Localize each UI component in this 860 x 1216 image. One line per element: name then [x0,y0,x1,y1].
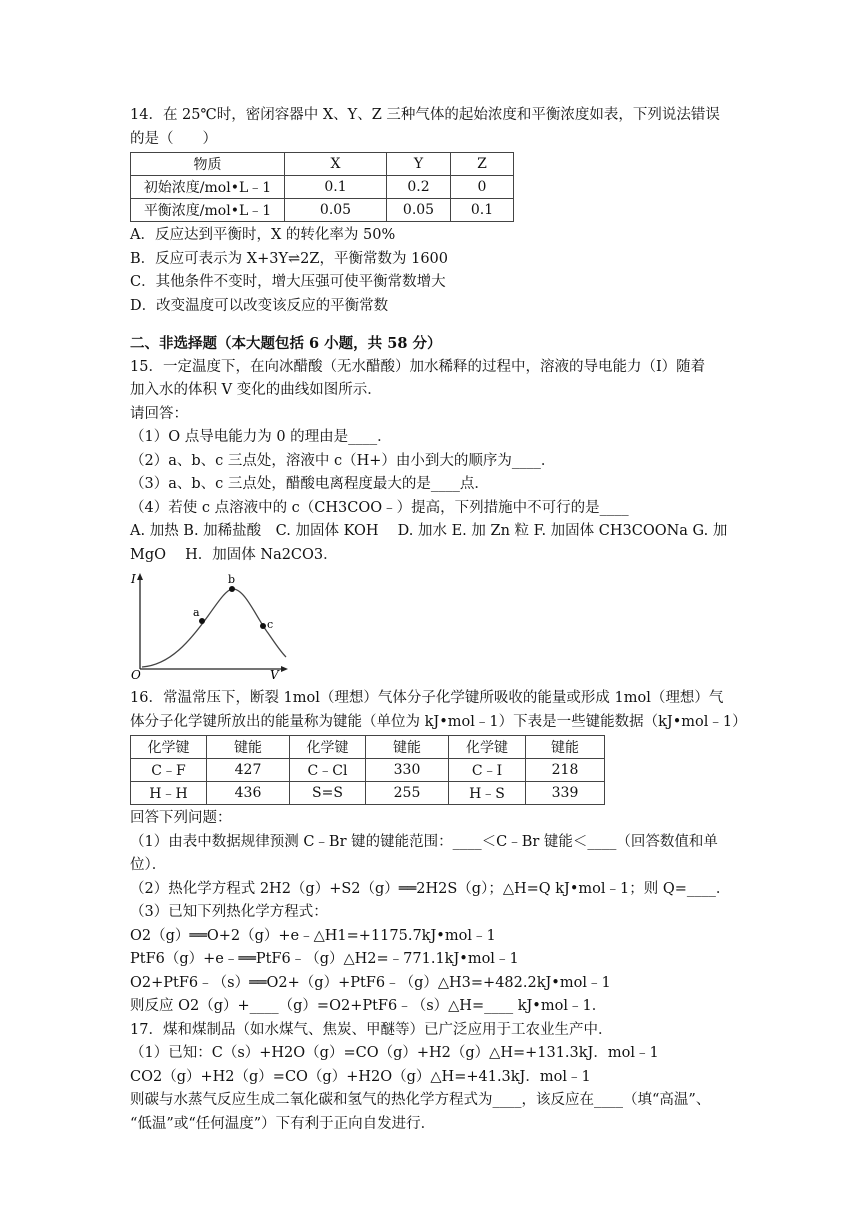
section-2-title: 二、非选择题（本大题包括 6 小题，共 58 分） [130,335,442,352]
table-row [131,782,605,805]
table-cell: 键能 [207,736,290,759]
conductivity-graph [130,571,740,683]
origin-label: O [131,668,141,679]
x-axis-label: V [270,668,279,679]
y-axis-label: I [131,572,136,586]
table-cell: 0.05 [387,199,451,222]
q15-line: 请回答： [130,405,188,422]
table-cell: 平衡浓度/mol•L﹣1 [131,199,285,222]
table-cell: 键能 [526,736,605,759]
table-cell: 218 [526,759,605,782]
table-row [131,759,605,782]
question-14 [130,104,740,318]
table-cell: 物质 [131,153,285,176]
bond-energy-table [130,735,605,805]
question-17 [130,1019,740,1137]
point-c-label: c [267,618,274,631]
q15-line: （1）O 点导电能力为 0 的理由是____． [130,429,392,445]
table-cell: 化学键 [290,736,366,759]
table-cell: H﹣H [131,782,207,805]
q17-line: 17．煤和煤制品（如水煤气、焦炭、甲醚等）已广泛应用于工农业生产中． [130,1021,613,1038]
point-c [260,623,266,629]
table-cell: 436 [207,782,290,805]
table-cell: C﹣Cl [290,759,366,782]
table-cell: C﹣F [131,759,207,782]
table-row [131,176,514,199]
x-axis-arrow-icon [281,666,288,672]
point-b [229,586,235,592]
question-16 [130,687,747,1019]
q17-line: “低温”或“任何温度”）下有利于正向自发进行． [130,1115,436,1132]
point-a [199,618,205,624]
q14-stem-line-1: 14．在 25℃时，密闭容器中 X、Y、Z 三种气体的起始浓度和平衡浓度如表，下列说法错误 [130,107,720,123]
q14-option-d: D．改变温度可以改变该反应的平衡常数 [130,297,389,314]
table-cell: 0.05 [285,199,387,222]
table-cell: 化学键 [449,736,526,759]
q16-line: （1）由表中数据规律预测 C﹣Br 键的键能范围：____＜C﹣Br 键能＜____（回答数值和单 [130,833,718,850]
q15-line: 加入水的体积 V 变化的曲线如图所示． [130,382,382,398]
q15-line: （3）a、b、c 三点处，醋酸电离程度最大的是____点． [130,476,489,492]
q16-line: PtF6（g）+e﹣══PtF6﹣（g）△H2=﹣771.1kJ•mol﹣1 [130,951,519,967]
q16-line: 回答下列问题： [130,810,232,826]
table-cell: 键能 [366,736,449,759]
table-cell: 427 [207,759,290,782]
q16-line: （2）热化学方程式 2H2（g）+S2（g）══2H2S（g）；△H=Q kJ•mol﹣1；则 Q=____． [130,880,731,897]
q16-line: O2+PtF6﹣（s）══O2+（g）+PtF6﹣（g）△H3=+482.2kJ•mol﹣1 [130,974,611,991]
q15-line: MgO H．加固体 Na2CO3． [130,546,338,563]
table-cell: 化学键 [131,736,207,759]
table-cell: 330 [366,759,449,782]
conductivity-graph-svg [130,571,295,679]
q17-line: （1）已知：C（s）+H2O（g）=CO（g）+H2（g）△H=+131.3kJ．mol﹣1 [130,1045,659,1061]
table-cell: 339 [526,782,605,805]
table-row [131,199,514,222]
q17-line: 则碳与水蒸气反应生成二氧化碳和氢气的热化学方程式为____，该反应在____（填“高温”、 [130,1092,711,1108]
q17-line: CO2（g）+H2（g）=CO（g）+H2O（g）△H=+41.3kJ．mol﹣1 [130,1068,591,1085]
table-header-row [131,736,605,759]
table-cell: X [285,153,387,176]
q15-line: A. 加热 B. 加稀盐酸 C. 加固体 KOH D. 加水 E. 加 Zn 粒 F. 加固体 CH3COONa G. 加 [130,523,728,539]
table-header-row [131,153,514,176]
table-cell: 255 [366,782,449,805]
q16-line: （3）已知下列热化学方程式： [130,904,328,920]
table-cell: 初始浓度/mol•L﹣1 [131,176,285,199]
table-cell: C﹣I [449,759,526,782]
y-axis-arrow-icon [137,573,143,580]
q16-line: 16．常温常压下，断裂 1mol（理想）气体分子化学键所吸收的能量或形成 1mol（理想）气 [130,690,724,706]
document-page [130,104,747,1136]
q14-option-c: C．其他条件不变时，增大压强可使平衡常数增大 [130,274,446,290]
table-cell: 0.1 [285,176,387,199]
table-cell: Z [451,153,514,176]
q14-stem-line-2: 的是（ ） [130,130,217,147]
q15-line: （4）若使 c 点溶液中的 c（CH3COO﹣）提高，下列措施中不可行的是____ [130,499,629,516]
q16-line: 体分子化学键所放出的能量称为键能（单位为 kJ•mol﹣1）下表是一些键能数据（kJ•mol﹣1） [130,713,747,730]
table-cell: S=S [290,782,366,805]
table-cell: 0.2 [387,176,451,199]
question-15 [130,356,740,684]
q15-line: 15．一定温度下，在向冰醋酸（无水醋酸）加水稀释的过程中，溶液的导电能力（I）随着 [130,358,706,375]
table-cell: Y [387,153,451,176]
q15-line: （2）a、b、c 三点处，溶液中 c（H+）由小到大的顺序为____． [130,452,556,469]
point-a-label: a [193,606,200,619]
q14-table [130,152,514,222]
table-cell: H﹣S [449,782,526,805]
table-cell: 0 [451,176,514,199]
q16-line: O2（g）══O+2（g）+e﹣△H1=+1175.7kJ•mol﹣1 [130,927,496,944]
point-b-label: b [228,573,236,586]
table-cell: 0.1 [451,199,514,222]
q16-line: 位）． [130,857,167,873]
q16-line: 则反应 O2（g）+____（g）=O2+PtF6﹣（s）△H=____ kJ•mol﹣1． [130,998,607,1014]
q14-option-a: A．反应达到平衡时，X 的转化率为 50% [130,227,396,243]
q14-option-b: B．反应可表示为 X+3Y⇌2Z，平衡常数为 1600 [130,250,448,267]
